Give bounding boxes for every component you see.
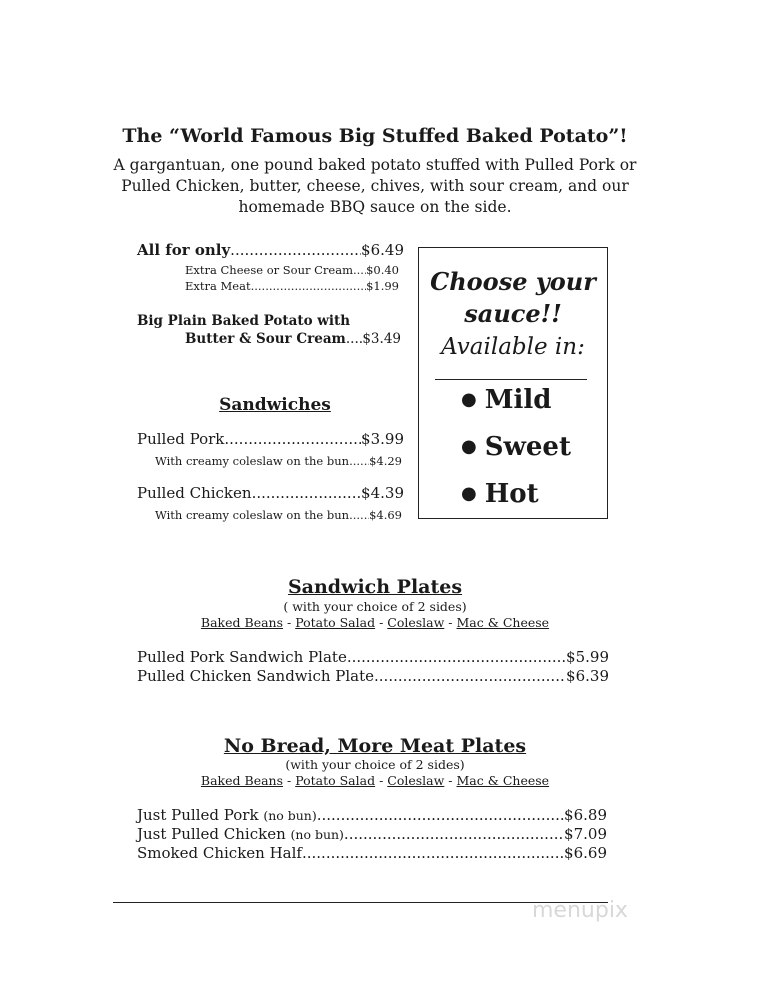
hero-description: A gargantuan, one pound baked potato stuffed with Pulled Pork or Pulled Chicken, butter, cheese, chives, with sour cream, and our homemade BBQ sauce on the side.	[113, 156, 637, 216]
menu-item-price: $3.99	[361, 430, 404, 448]
menu-item-name: Pulled Chicken Sandwich Plate	[137, 667, 375, 685]
menu-item-name: Pulled Pork	[137, 430, 225, 448]
side-option: Mac & Cheese	[456, 615, 550, 630]
sauce-option-hot	[461, 479, 539, 509]
menu-item-qualifier: (no bun)	[263, 808, 317, 823]
meat-plates-heading: No Bread, More Meat Plates	[223, 735, 527, 757]
plain-potato-price: $3.49	[362, 331, 401, 347]
menu-item-addon-price: $4.29	[369, 454, 402, 468]
menu-item-name: Pulled Chicken	[137, 484, 252, 502]
menu-item-price: $6.69	[564, 844, 607, 862]
extra-meat-label: Extra Meat	[185, 279, 251, 293]
sauce-callout-box	[418, 247, 608, 519]
menu-item-price: $5.99	[566, 648, 609, 666]
menu-item-addon-row	[155, 454, 402, 468]
sauce-option-mild	[461, 385, 551, 415]
side-option: Potato Salad	[295, 615, 376, 630]
sandwich-plates-heading: Sandwich Plates	[287, 576, 463, 598]
sauce-option-label: Mild	[484, 385, 552, 415]
page-title: The “World Famous Big Stuffed Baked Potato”!	[122, 125, 628, 147]
side-option: Coleslaw	[387, 615, 445, 630]
menu-item-name: Just Pulled Chicken	[137, 825, 286, 843]
side-option: Baked Beans	[200, 773, 284, 788]
sandwich-plates-note: ( with your choice of 2 sides)	[283, 599, 467, 614]
bullet-icon: ●	[461, 483, 477, 504]
menu-item-price: $6.89	[564, 806, 607, 824]
sandwiches-heading: Sandwiches	[219, 395, 331, 415]
extra-cheese-price: $0.40	[366, 263, 399, 277]
menu-item-addon-price: $4.69	[369, 508, 402, 522]
menu-item-row	[137, 667, 609, 685]
menu-item-row	[137, 844, 607, 862]
menu-item-row	[137, 806, 607, 824]
menu-item-row	[137, 484, 404, 502]
sauce-cta-line2: sauce!!	[464, 299, 562, 328]
sauce-option-sweet	[461, 432, 571, 462]
extra-meat-row	[185, 279, 399, 293]
all-for-only-row	[137, 241, 404, 259]
sandwich-plates-sides: Baked Beans - Potato Salad - Coleslaw - Mac & Cheese	[200, 615, 550, 630]
plain-potato-line1: Big Plain Baked Potato with	[137, 313, 351, 329]
side-option: Mac & Cheese	[456, 773, 550, 788]
meat-plates-sides: Baked Beans - Potato Salad - Coleslaw - Mac & Cheese	[200, 773, 550, 788]
sauce-option-label: Sweet	[484, 432, 571, 462]
sauce-divider	[435, 379, 587, 380]
menu-item-name: Smoked Chicken Half	[137, 844, 302, 862]
menu-item-price: $7.09	[564, 825, 607, 843]
extra-cheese-row	[185, 263, 399, 277]
menu-item-qualifier: (no bun)	[290, 827, 344, 842]
menu-item-addon-row	[155, 508, 402, 522]
all-for-only-label: All for only	[137, 241, 231, 259]
sauce-option-label: Hot	[484, 479, 539, 509]
plain-potato-row	[185, 331, 401, 347]
menu-item-addon: With creamy coleslaw on the bun	[155, 508, 350, 522]
menu-item-name: Pulled Pork Sandwich Plate	[137, 648, 347, 666]
sauce-cta-line1: Choose your	[430, 267, 596, 296]
menu-item-addon: With creamy coleslaw on the bun	[155, 454, 350, 468]
menu-item-row	[137, 825, 607, 843]
side-option: Coleslaw	[387, 773, 445, 788]
side-option: Potato Salad	[295, 773, 376, 788]
side-option: Baked Beans	[200, 615, 284, 630]
menu-item-row	[137, 430, 404, 448]
bullet-icon: ●	[461, 389, 477, 410]
menu-item-price: $4.39	[361, 484, 404, 502]
extra-cheese-label: Extra Cheese or Sour Cream	[185, 263, 353, 277]
plain-potato-line2: Butter & Sour Cream	[185, 331, 346, 347]
menu-item-row	[137, 648, 609, 666]
watermark-logo: menupix	[532, 898, 628, 923]
extra-meat-price: $1.99	[366, 279, 399, 293]
sauce-cta-line3: Available in:	[441, 334, 585, 360]
menu-item-price: $6.39	[566, 667, 609, 685]
bullet-icon: ●	[461, 436, 477, 457]
all-for-only-price: $6.49	[361, 241, 404, 259]
menu-item-name: Just Pulled Pork	[137, 806, 259, 824]
meat-plates-note: (with your choice of 2 sides)	[285, 757, 465, 772]
